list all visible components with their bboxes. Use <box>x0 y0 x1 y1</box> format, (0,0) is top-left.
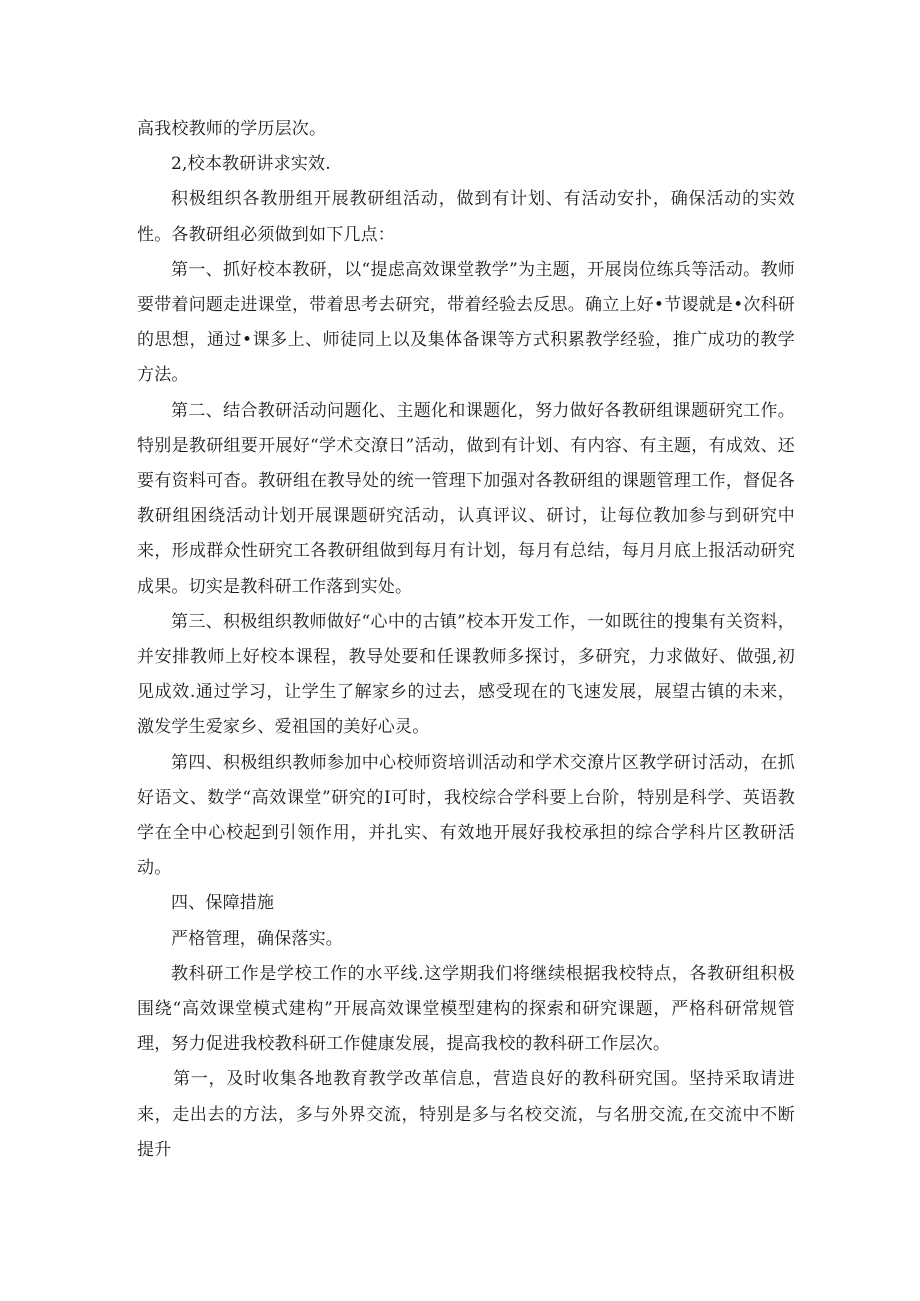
paragraph-5: 第二、结合教研活动问题化、主题化和课题化，努力做好各教研组课题研究工作。特别是教研组要开展好“学术交潦日”活动，做到有计划、有内容、有主题，有成效、还要有资料可杳。教研组在教导处的统一管理下加强对各教研组的课题管理工作，督促各教研组困绕活动计划开展课题研究活动，认真评议、研讨，让每位教加参与到研究中来，形成群众性研究工各教研组做到每月有计划，每月有总结，每月月底上报活动研究成果。切实是教科研工作落到实处。 <box>137 400 795 597</box>
section-heading-safeguards: 四、保障措施 <box>171 893 275 914</box>
paragraph-10: 教科研工作是学校工作的水平线.这学期我们将继续根据我校特点，各教研组积极围绕“高效课堂模式建构”开展高效课堂模型建构的探索和研究课题，严格科研常规管理，努力促进我校教科研工作健康发展，提高我校的教科研工作层次。 <box>137 963 795 1055</box>
paragraph-3: 积极组织各教册组开展教研组活动，做到有计划、有活动安扑，确保活动的实效性。各教研组必须做到如下几点： <box>137 189 795 245</box>
paragraph-11: 第一，及时收集各地教育教学改革信息，营造良好的教科研究国。坚持采取请进来，走出去的方法，多与外界交流，特别是多与名校交流，与名册交流,在交流中不断提升 <box>137 1069 795 1160</box>
paragraph-1: 高我校教师的学历层次。 <box>137 119 327 139</box>
document-page <box>137 112 795 1168</box>
paragraph-6: 第三、积极组织教师做好“心中的古镇”校本开发工作，一如既往的搜集有关资料，并安排教师上好校本课程，教导处要和任课教师多探讨，多研究，力求做好、做强,初见成效.通过学习，让学生了解家乡的过去，感受现在的飞速发展，展望古镇的未来，激发学生爱家乡、爱祖国的美好心灵。 <box>137 611 795 738</box>
paragraph-9: 严格管理，确保落实。 <box>171 928 343 949</box>
paragraph-4: 第一、抓好校本教研，以“提虑高效课堂教学”为主题，开展岗位练兵等活动。教师要带着问题走进课堂，带着思考去研究，带着经验去反思。确立上好•节谡就是•次科研的思想，通过•课多上、师徒同上以及集体备课等方式积累教学经验，推广成功的教学方法。 <box>137 259 795 386</box>
paragraph-7: 第四、积极组织教师参加中心校师资培训活动和学术交潦片区教学研讨活动，在抓好语文、数学“高效课堂”研究的I可时，我校综合学科要上台阶，特别是科学、英语教学在全中心校起到引领作用，并扎实、有效地开展好我校承担的综合学科片区教研活动。 <box>137 752 795 879</box>
paragraph-2: 2,校本教研讲求实效. <box>171 154 331 175</box>
